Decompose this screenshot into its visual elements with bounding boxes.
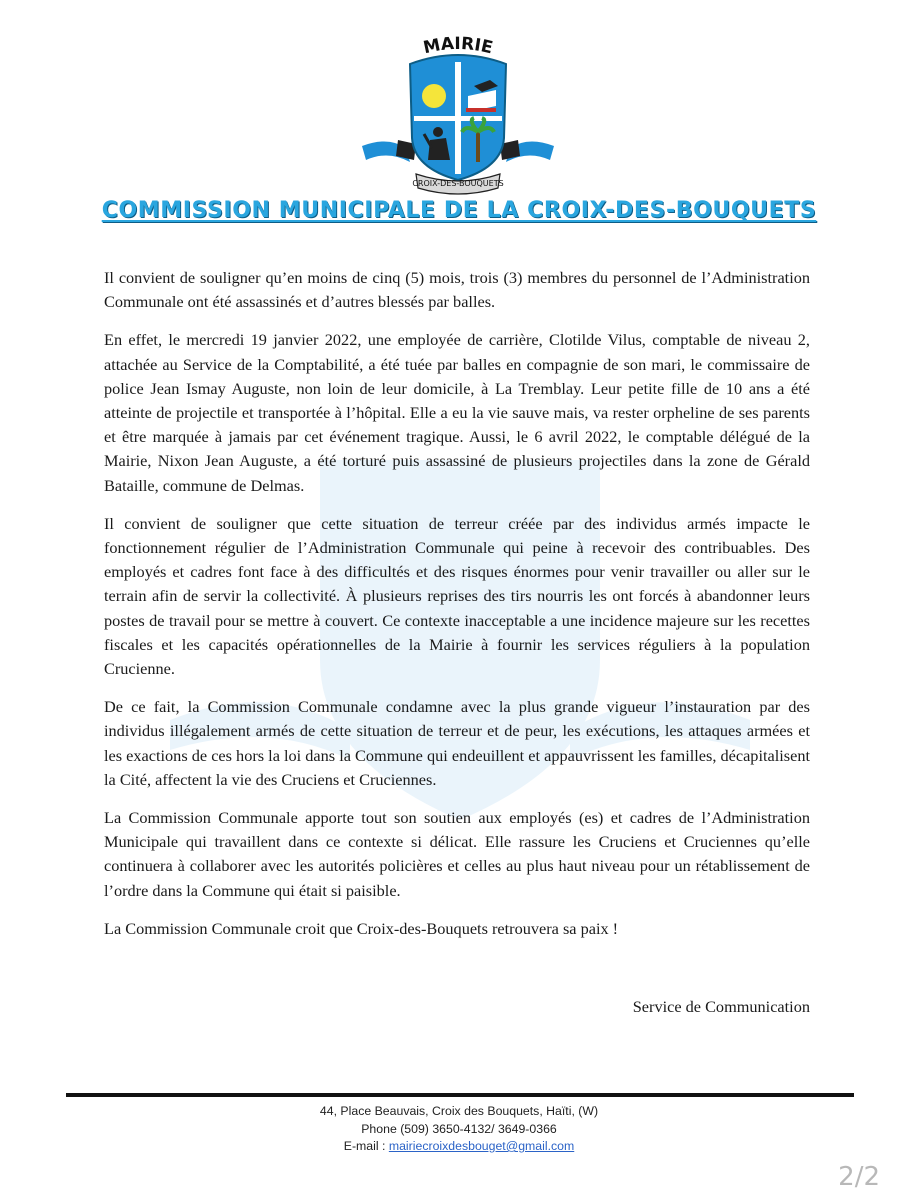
paragraph: En effet, le mercredi 19 janvier 2022, une employée de carrière, Clotilde Vilus, comptable de niveau 2, attachée au Service de la Comptabilité, a été tuée par balles en compagnie de son mari, le commissaire de police Jean Ismay Auguste, non loin de leur domicile, à La Tremblay. Leur petite fille de 10 ans a été atteinte de projectile et transportée à l’hôpital. Elle a eu la vie sauve mais, va rester orpheline de ses parents et être marquée à jamais par cet événement tragique. Aussi, le 6 avril 2022, le comptable délégué de la Mairie, Nixon Jean Auguste, a été torturé puis assassiné de plusieurs projectiles dans la zone de Gérald Bataille, commune de Delmas. — [104, 330, 810, 495]
letter-body — [104, 266, 810, 941]
page-number: 2/2 — [838, 1162, 880, 1192]
signature: Service de Communication — [632, 997, 810, 1016]
footer-email-label: E-mail : — [343, 1139, 389, 1153]
emblem-ribbon-text: CROIX-DES-BOUQUETS — [412, 179, 504, 188]
paragraph: La Commission Communale apporte tout son soutien aux employés (es) et cadres de l’Administration Municipale qui travaillent dans ce contexte si délicat. Elle rassure les Cruciens et Cruciennes qu’elle continuera à collaborer avec les autorités policières et celles au plus haut niveau pour un rétablissement de l’ordre dans la Commune qui était si paisible. — [104, 808, 810, 900]
paragraph: Il convient de souligner qu’en moins de cinq (5) mois, trois (3) membres du personnel de l’Administration Communale ont été assassinés et d’autres blessés par balles. — [104, 268, 810, 312]
emblem-top-text: MAIRIE — [421, 33, 495, 59]
commission-title: COMMISSION MUNICIPALE DE LA CROIX-DES-BOUQUETS — [101, 198, 817, 223]
paragraph: De ce fait, la Commission Communale condamne avec la plus grande vigueur l’instauration par des individus illégalement armés de cette situation de terreur et de peur, les exécutions, les attaques armées et les exactions de ces hors la loi dans la Commune qui endeuillent et appauvrissent les familles, décapitalisent la Cité, affectent la vie des Cruciens et Cruciennes. — [104, 697, 810, 789]
footer-divider — [66, 1093, 854, 1097]
footer-address: 44, Place Beauvais, Croix des Bouquets, Haïti, (W) — [319, 1104, 599, 1118]
mairie-emblem-logo — [358, 28, 558, 198]
paragraph: Il convient de souligner que cette situation de terreur créée par des individus armés impacte le fonctionnement régulier de l’Administration Communale qui peine à recevoir des contribuables. Des employés et cadres font face à des difficultés et des risques énormes pour venir travailler ou aller sur le terrain afin de servir la collectivité. À plusieurs reprises des tirs nourris les ont forcés à abandonner leurs postes de travail pour se mettre à couvert. Ce contexte inacceptable a une incidence majeure sur les recettes fiscales et les capacités opérationnelles de la Mairie à fournir les services réguliers à la population Crucienne. — [104, 513, 810, 679]
footer-contact — [0, 1103, 918, 1156]
footer-email-line — [0, 1138, 918, 1156]
email-link[interactable]: mairiecroixdesbouget@gmail.com — [388, 1139, 575, 1153]
footer-phone: Phone (509) 3650-4132/ 3649-0366 — [361, 1121, 557, 1136]
paragraph: La Commission Communale croit que Croix-des-Bouquets retrouvera sa paix ! — [104, 918, 619, 938]
